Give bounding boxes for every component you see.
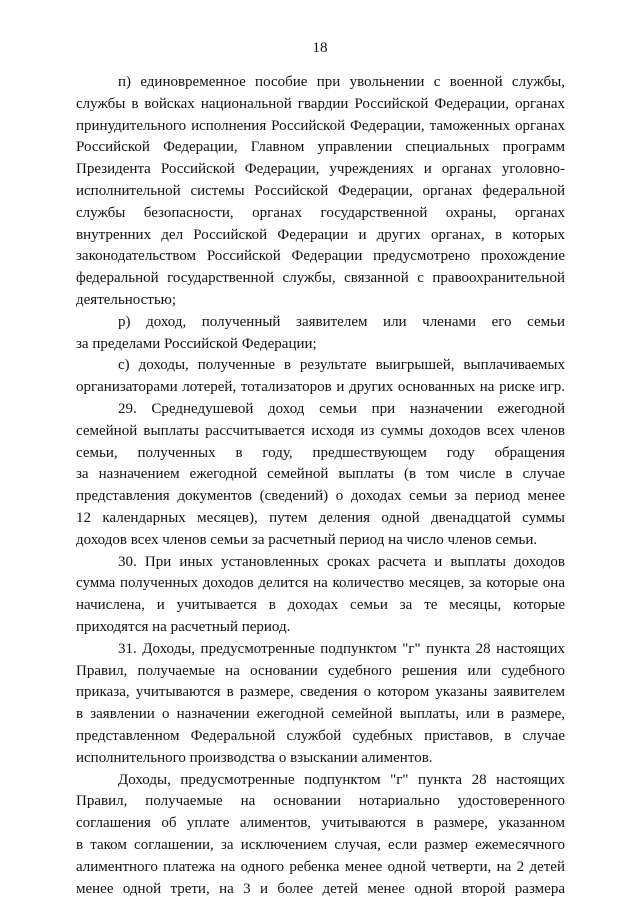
text-line: семейной выплаты рассчитывается исходя из суммы доходов всех членов: [76, 422, 565, 439]
text-line: семьи, полученных в году, предшествующем году обращения: [76, 444, 565, 461]
text-line: Президента Российской Федерации, учреждениях и органах уголовно-: [76, 161, 565, 178]
text-line: внутренних дел Российской Федерации и других органах, в которых: [76, 226, 565, 243]
text-line: принудительного исполнения Российской Федерации, таможенных органах: [76, 117, 565, 134]
text-line: приказа, учитываются в размере, сведения о котором указаны заявителем: [76, 684, 565, 701]
text-line: исполнительного производства о взыскании алиментов.: [76, 749, 433, 766]
text-line: приходятся на расчетный период.: [76, 619, 291, 635]
text-line: доходов всех членов семьи за расчетный период на число членов семьи.: [76, 531, 538, 548]
text-line: федеральной государственной службы, связанной с правоохранительной: [76, 270, 565, 287]
text-line: Российской Федерации, Главном управлении специальных программ: [76, 139, 565, 156]
text-line: 29. Среднедушевой доход семьи при назначении ежегодной: [118, 401, 565, 417]
text-line: 31. Доходы, предусмотренные подпунктом "г" пункта 28 настоящих: [118, 640, 565, 657]
text-line: законодательством Российской Федерации предусмотрено прохождение: [76, 248, 565, 265]
text-line: Доходы, предусмотренные подпунктом "г" пункта 28 настоящих: [118, 771, 565, 788]
text-line: в таком соглашении, за исключением случая, если размер ежемесячного: [76, 837, 565, 853]
text-line: 30. При иных установленных сроках расчета и выплаты доходов: [118, 553, 565, 570]
text-line: за пределами Российской Федерации;: [76, 335, 317, 352]
text-line: р) доход, полученный заявителем или членами его семьи: [118, 313, 565, 330]
text-line: с) доходы, полученные в результате выигрышей, выплачиваемых: [118, 357, 565, 374]
text-line: исполнительной системы Российской Федерации, органах федеральной: [76, 183, 565, 199]
text-line: 12 календарных месяцев), путем деления одной двенадцатой суммы: [76, 510, 565, 526]
text-line: деятельностью;: [76, 292, 177, 308]
text-line: организаторами лотерей, тотализаторов и других основанных на риске игр.: [76, 379, 565, 396]
text-line: Правил, получаемые на основании нотариально удостоверенного: [76, 793, 565, 810]
text-line: сумма полученных доходов делится на количество месяцев, за которые она: [76, 575, 565, 592]
text-line: представления документов (сведений) о доходах семьи за период менее: [76, 488, 565, 505]
text-line: алиментного платежа на одного ребенка менее одной четверти, на 2 детей: [76, 858, 565, 875]
text-line: службы в войсках национальной гвардии Российской Федерации, органах: [76, 95, 565, 112]
text-line: представленном Федеральной службой судебных приставов, в случае: [76, 728, 565, 744]
text-line: службы безопасности, органах государственной охраны, органах: [76, 204, 565, 221]
text-line: за назначением ежегодной семейной выплаты (в том числе в случае: [76, 466, 565, 483]
text-line: начислена, и учитывается в доходах семьи за те месяцы, которые: [76, 597, 565, 614]
page-number: 18: [312, 40, 328, 56]
text-line: п) единовременное пособие при увольнении с военной службы,: [118, 74, 565, 90]
text-line: соглашения об уплате алиментов, учитываются в размере, указанном: [76, 815, 565, 832]
text-line: в заявлении о назначении ежегодной семейной выплаты, или в размере,: [76, 706, 565, 723]
text-line: Правил, получаемые на основании судебного решения или судебного: [76, 662, 565, 679]
text-line: менее одной трети, на 3 и более детей менее одной второй размера: [76, 880, 565, 897]
